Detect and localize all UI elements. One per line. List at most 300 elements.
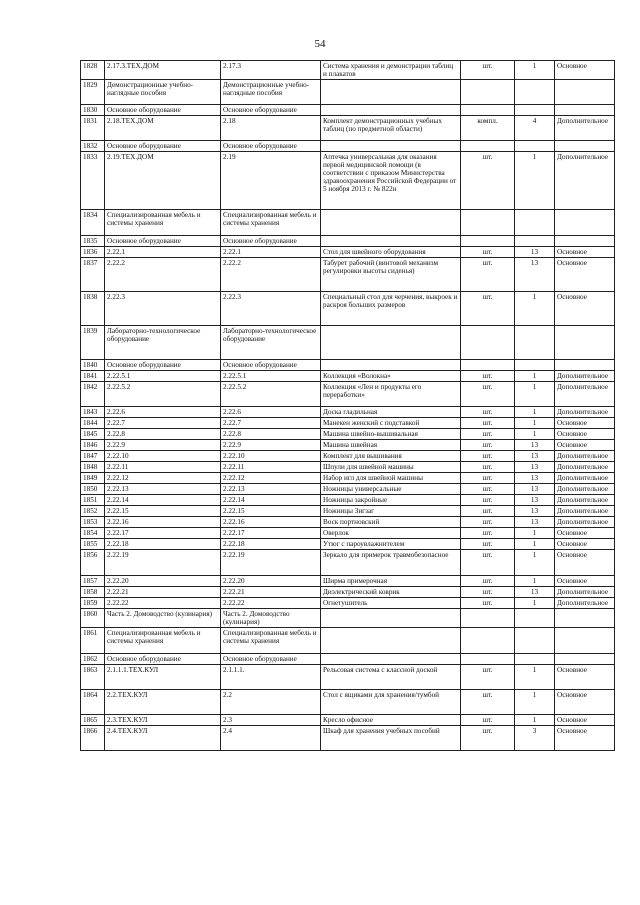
table-row xyxy=(81,429,615,440)
item-subcode-cell: Специализированная мебель и системы хранения xyxy=(221,628,321,654)
item-quantity-cell: 13 xyxy=(515,517,555,528)
row-number-cell: 1850 xyxy=(81,484,105,495)
item-quantity-cell: 1 xyxy=(515,429,555,440)
table-row xyxy=(81,576,615,587)
item-unit-cell: шт. xyxy=(461,152,515,210)
table-row xyxy=(81,152,615,210)
table-row xyxy=(81,495,615,506)
item-code-cell: Основное оборудование xyxy=(105,360,221,371)
item-unit-cell: шт. xyxy=(461,451,515,462)
item-code-cell: 2.17.3.ТЕХ.ДОМ xyxy=(105,61,221,80)
table-row xyxy=(81,451,615,462)
item-unit-cell: шт. xyxy=(461,576,515,587)
item-quantity-cell: 1 xyxy=(515,598,555,609)
item-name-cell: Табурет рабочий (винтовой механизм регулировки высоты сиденья) xyxy=(321,258,461,292)
item-subcode-cell: Основное оборудование xyxy=(221,654,321,665)
table-row xyxy=(81,628,615,654)
item-unit-cell: шт. xyxy=(461,587,515,598)
item-category-cell: Дополнительное xyxy=(555,382,615,407)
item-quantity-cell xyxy=(515,326,555,360)
row-number-cell: 1855 xyxy=(81,539,105,550)
row-number-cell: 1838 xyxy=(81,292,105,326)
table-row xyxy=(81,326,615,360)
item-quantity-cell: 1 xyxy=(515,576,555,587)
row-number-cell: 1849 xyxy=(81,473,105,484)
item-name-cell: Утюг с пароувлажнителем xyxy=(321,539,461,550)
item-subcode-cell: 2.22.20 xyxy=(221,576,321,587)
row-number-cell: 1863 xyxy=(81,665,105,690)
item-category-cell: Основное xyxy=(555,429,615,440)
item-name-cell: Рельсовая система с классной доской xyxy=(321,665,461,690)
item-quantity-cell: 1 xyxy=(515,407,555,418)
row-number-cell: 1836 xyxy=(81,247,105,258)
item-name-cell xyxy=(321,105,461,116)
item-unit-cell xyxy=(461,654,515,665)
item-code-cell: 2.22.15 xyxy=(105,506,221,517)
row-number-cell: 1828 xyxy=(81,61,105,80)
item-subcode-cell: 2.22.10 xyxy=(221,451,321,462)
item-code-cell: 2.4.ТЕХ.КУЛ xyxy=(105,726,221,751)
item-unit-cell xyxy=(461,609,515,628)
item-unit-cell: шт. xyxy=(461,495,515,506)
item-category-cell xyxy=(555,80,615,105)
item-subcode-cell: 2.18 xyxy=(221,116,321,141)
item-code-cell: Основное оборудование xyxy=(105,141,221,152)
item-category-cell: Основное xyxy=(555,292,615,326)
item-unit-cell: шт. xyxy=(461,550,515,576)
row-number-cell: 1859 xyxy=(81,598,105,609)
item-code-cell: 2.22.19 xyxy=(105,550,221,576)
table-row xyxy=(81,141,615,152)
row-number-cell: 1865 xyxy=(81,715,105,726)
item-category-cell: Дополнительное xyxy=(555,473,615,484)
item-name-cell xyxy=(321,654,461,665)
item-unit-cell xyxy=(461,326,515,360)
item-name-cell: Шпули для швейной машины xyxy=(321,462,461,473)
table-row xyxy=(81,210,615,236)
row-number-cell: 1834 xyxy=(81,210,105,236)
item-unit-cell: шт. xyxy=(461,429,515,440)
item-unit-cell: шт. xyxy=(461,258,515,292)
item-unit-cell xyxy=(461,80,515,105)
item-quantity-cell: 1 xyxy=(515,665,555,690)
item-name-cell: Ножницы закройные xyxy=(321,495,461,506)
table-body xyxy=(81,61,615,751)
row-number-cell: 1856 xyxy=(81,550,105,576)
item-subcode-cell: Основное оборудование xyxy=(221,236,321,247)
row-number-cell: 1851 xyxy=(81,495,105,506)
item-category-cell xyxy=(555,360,615,371)
item-code-cell: 2.22.14 xyxy=(105,495,221,506)
item-category-cell: Дополнительное xyxy=(555,517,615,528)
item-subcode-cell: 2.19 xyxy=(221,152,321,210)
item-quantity-cell: 1 xyxy=(515,528,555,539)
item-quantity-cell: 1 xyxy=(515,715,555,726)
table-row xyxy=(81,517,615,528)
item-unit-cell: шт. xyxy=(461,517,515,528)
item-quantity-cell: 13 xyxy=(515,247,555,258)
row-number-cell: 1837 xyxy=(81,258,105,292)
item-subcode-cell: 2.22.5.2 xyxy=(221,382,321,407)
row-number-cell: 1840 xyxy=(81,360,105,371)
item-subcode-cell: 2.22.21 xyxy=(221,587,321,598)
table-row xyxy=(81,292,615,326)
item-code-cell: 2.22.22 xyxy=(105,598,221,609)
item-quantity-cell: 1 xyxy=(515,61,555,80)
item-quantity-cell: 13 xyxy=(515,587,555,598)
table-row xyxy=(81,462,615,473)
item-subcode-cell: Специализированная мебель и системы хранения xyxy=(221,210,321,236)
item-name-cell: Комплект демонстрационных учебных таблиц (по предметной области) xyxy=(321,116,461,141)
item-quantity-cell xyxy=(515,360,555,371)
row-number-cell: 1839 xyxy=(81,326,105,360)
item-unit-cell: шт. xyxy=(461,726,515,751)
item-code-cell: 2.22.16 xyxy=(105,517,221,528)
item-quantity-cell: 13 xyxy=(515,258,555,292)
item-code-cell: 2.22.1 xyxy=(105,247,221,258)
item-code-cell: 2.22.7 xyxy=(105,418,221,429)
item-code-cell: 2.1.1.1.ТЕХ.КУЛ xyxy=(105,665,221,690)
item-subcode-cell: 2.22.22 xyxy=(221,598,321,609)
item-subcode-cell: 2.22.8 xyxy=(221,429,321,440)
item-category-cell: Дополнительное xyxy=(555,451,615,462)
row-number-cell: 1829 xyxy=(81,80,105,105)
item-code-cell: 2.22.5.2 xyxy=(105,382,221,407)
item-name-cell xyxy=(321,141,461,152)
item-unit-cell: шт. xyxy=(461,473,515,484)
item-name-cell: Машина швейная xyxy=(321,440,461,451)
table-row xyxy=(81,360,615,371)
item-quantity-cell xyxy=(515,141,555,152)
item-category-cell: Дополнительное xyxy=(555,371,615,382)
item-name-cell: Комплект для вышивания xyxy=(321,451,461,462)
row-number-cell: 1832 xyxy=(81,141,105,152)
row-number-cell: 1858 xyxy=(81,587,105,598)
item-category-cell: Дополнительное xyxy=(555,407,615,418)
item-category-cell xyxy=(555,628,615,654)
table-row xyxy=(81,247,615,258)
table-row xyxy=(81,528,615,539)
item-name-cell: Доска гладильная xyxy=(321,407,461,418)
table-row xyxy=(81,665,615,690)
item-quantity-cell xyxy=(515,654,555,665)
item-name-cell: Ножницы универсальные xyxy=(321,484,461,495)
table-row xyxy=(81,484,615,495)
item-unit-cell: шт. xyxy=(461,292,515,326)
item-quantity-cell: 1 xyxy=(515,371,555,382)
item-name-cell: Система хранения и демонстрации таблиц и плакатов xyxy=(321,61,461,80)
table-row xyxy=(81,473,615,484)
row-number-cell: 1831 xyxy=(81,116,105,141)
item-unit-cell: шт. xyxy=(461,407,515,418)
item-quantity-cell: 1 xyxy=(515,550,555,576)
item-code-cell: Специализированная мебель и системы хранения xyxy=(105,628,221,654)
row-number-cell: 1860 xyxy=(81,609,105,628)
item-subcode-cell: 2.3 xyxy=(221,715,321,726)
item-name-cell: Ножницы Зигзаг xyxy=(321,506,461,517)
item-name-cell: Стол с ящиками для хранения/тумбой xyxy=(321,690,461,715)
row-number-cell: 1853 xyxy=(81,517,105,528)
item-name-cell xyxy=(321,210,461,236)
item-subcode-cell: 2.2 xyxy=(221,690,321,715)
item-category-cell: Основное xyxy=(555,528,615,539)
page-number: 54 xyxy=(314,38,326,50)
item-name-cell: Шкаф для хранения учебных пособий xyxy=(321,726,461,751)
item-category-cell: Основное xyxy=(555,715,615,726)
item-code-cell: Основное оборудование xyxy=(105,654,221,665)
item-name-cell: Кресло офисное xyxy=(321,715,461,726)
table-row xyxy=(81,382,615,407)
item-name-cell xyxy=(321,360,461,371)
item-category-cell: Дополнительное xyxy=(555,506,615,517)
item-unit-cell: шт. xyxy=(461,61,515,80)
item-quantity-cell: 4 xyxy=(515,116,555,141)
item-subcode-cell: 2.22.3 xyxy=(221,292,321,326)
item-quantity-cell: 1 xyxy=(515,690,555,715)
item-subcode-cell: Часть 2. Домоводство (кулинария) xyxy=(221,609,321,628)
item-subcode-cell: 2.22.2 xyxy=(221,258,321,292)
item-category-cell xyxy=(555,105,615,116)
item-name-cell xyxy=(321,628,461,654)
table-row xyxy=(81,418,615,429)
item-code-cell: Специализированная мебель и системы хранения xyxy=(105,210,221,236)
item-category-cell: Дополнительное xyxy=(555,587,615,598)
row-number-cell: 1843 xyxy=(81,407,105,418)
item-name-cell: Манекен женский с подставкой xyxy=(321,418,461,429)
item-code-cell: 2.18.ТЕХ.ДОМ xyxy=(105,116,221,141)
item-name-cell: Специальный стол для черчения, выкроек и раскроя больших размеров xyxy=(321,292,461,326)
item-quantity-cell: 13 xyxy=(515,451,555,462)
item-category-cell: Дополнительное xyxy=(555,462,615,473)
item-quantity-cell: 13 xyxy=(515,473,555,484)
item-quantity-cell: 13 xyxy=(515,506,555,517)
row-number-cell: 1835 xyxy=(81,236,105,247)
item-category-cell: Основное xyxy=(555,576,615,587)
item-subcode-cell: 2.22.13 xyxy=(221,484,321,495)
item-name-cell xyxy=(321,236,461,247)
item-name-cell: Зеркало для примерок травмобезопасное xyxy=(321,550,461,576)
item-code-cell: Основное оборудование xyxy=(105,105,221,116)
item-unit-cell xyxy=(461,236,515,247)
row-number-cell: 1862 xyxy=(81,654,105,665)
item-category-cell xyxy=(555,326,615,360)
item-subcode-cell: 2.22.14 xyxy=(221,495,321,506)
item-code-cell: 2.3.ТЕХ.КУЛ xyxy=(105,715,221,726)
item-name-cell: Диэлектрический коврик xyxy=(321,587,461,598)
item-category-cell: Основное xyxy=(555,550,615,576)
item-unit-cell: шт. xyxy=(461,528,515,539)
item-unit-cell: шт. xyxy=(461,247,515,258)
item-unit-cell: шт. xyxy=(461,539,515,550)
row-number-cell: 1842 xyxy=(81,382,105,407)
item-subcode-cell: 2.22.15 xyxy=(221,506,321,517)
table-row xyxy=(81,236,615,247)
item-quantity-cell xyxy=(515,210,555,236)
item-subcode-cell: 2.22.1 xyxy=(221,247,321,258)
item-subcode-cell: Демонстрационные учебно-наглядные пособия xyxy=(221,80,321,105)
table-row xyxy=(81,105,615,116)
item-name-cell xyxy=(321,80,461,105)
item-quantity-cell: 1 xyxy=(515,418,555,429)
table-row xyxy=(81,440,615,451)
item-category-cell: Основное xyxy=(555,440,615,451)
item-name-cell: Коллекция «Лен и продукты его переработки» xyxy=(321,382,461,407)
item-code-cell: 2.22.3 xyxy=(105,292,221,326)
row-number-cell: 1861 xyxy=(81,628,105,654)
item-unit-cell xyxy=(461,360,515,371)
item-subcode-cell: 2.22.12 xyxy=(221,473,321,484)
item-category-cell: Основное xyxy=(555,690,615,715)
item-code-cell: 2.22.6 xyxy=(105,407,221,418)
item-category-cell: Основное xyxy=(555,726,615,751)
item-code-cell: 2.2.ТЕХ.КУЛ xyxy=(105,690,221,715)
item-code-cell: 2.22.20 xyxy=(105,576,221,587)
item-name-cell xyxy=(321,609,461,628)
table-row xyxy=(81,587,615,598)
item-code-cell: Основное оборудование xyxy=(105,236,221,247)
table-row xyxy=(81,371,615,382)
row-number-cell: 1848 xyxy=(81,462,105,473)
row-number-cell: 1833 xyxy=(81,152,105,210)
item-subcode-cell: 2.22.11 xyxy=(221,462,321,473)
item-category-cell: Основное xyxy=(555,247,615,258)
item-quantity-cell: 13 xyxy=(515,484,555,495)
item-subcode-cell: Основное оборудование xyxy=(221,141,321,152)
table-row xyxy=(81,61,615,80)
table-row xyxy=(81,609,615,628)
item-code-cell: 2.22.18 xyxy=(105,539,221,550)
item-name-cell: Набор игл для швейной машины xyxy=(321,473,461,484)
table-row xyxy=(81,654,615,665)
item-unit-cell: компл. xyxy=(461,116,515,141)
row-number-cell: 1864 xyxy=(81,690,105,715)
item-unit-cell: шт. xyxy=(461,506,515,517)
item-subcode-cell: Основное оборудование xyxy=(221,360,321,371)
item-category-cell xyxy=(555,141,615,152)
item-subcode-cell: 2.22.9 xyxy=(221,440,321,451)
item-unit-cell: шт. xyxy=(461,418,515,429)
item-quantity-cell: 13 xyxy=(515,462,555,473)
item-unit-cell: шт. xyxy=(461,462,515,473)
item-name-cell: Воск портновский xyxy=(321,517,461,528)
row-number-cell: 1847 xyxy=(81,451,105,462)
item-code-cell: 2.22.21 xyxy=(105,587,221,598)
item-subcode-cell: 2.22.18 xyxy=(221,539,321,550)
row-number-cell: 1857 xyxy=(81,576,105,587)
item-code-cell: 2.22.10 xyxy=(105,451,221,462)
item-name-cell xyxy=(321,326,461,360)
table-row xyxy=(81,539,615,550)
item-code-cell: 2.22.9 xyxy=(105,440,221,451)
item-subcode-cell: 2.1.1.1. xyxy=(221,665,321,690)
row-number-cell: 1830 xyxy=(81,105,105,116)
item-name-cell: Огнетушитель xyxy=(321,598,461,609)
row-number-cell: 1844 xyxy=(81,418,105,429)
row-number-cell: 1846 xyxy=(81,440,105,451)
item-quantity-cell: 1 xyxy=(515,382,555,407)
item-code-cell: 2.22.13 xyxy=(105,484,221,495)
item-category-cell xyxy=(555,609,615,628)
table-row xyxy=(81,715,615,726)
item-quantity-cell xyxy=(515,105,555,116)
item-category-cell: Дополнительное xyxy=(555,152,615,210)
item-code-cell: Часть 2. Домоводство (кулинария) xyxy=(105,609,221,628)
item-category-cell: Основное xyxy=(555,418,615,429)
item-unit-cell: шт. xyxy=(461,440,515,451)
table-row xyxy=(81,506,615,517)
item-category-cell: Основное xyxy=(555,665,615,690)
item-code-cell: 2.22.5.1 xyxy=(105,371,221,382)
item-subcode-cell: 2.22.7 xyxy=(221,418,321,429)
item-subcode-cell: Лабораторно-технологическое оборудование xyxy=(221,326,321,360)
item-unit-cell: шт. xyxy=(461,371,515,382)
row-number-cell: 1866 xyxy=(81,726,105,751)
table-row xyxy=(81,258,615,292)
item-subcode-cell: 2.22.6 xyxy=(221,407,321,418)
table-row xyxy=(81,598,615,609)
item-code-cell: 2.22.17 xyxy=(105,528,221,539)
table-row xyxy=(81,550,615,576)
item-name-cell: Аптечка универсальная для оказания первой медицинской помощи (в соответствии с приказом Министерства здравоохранения Российской Федерации от 5 ноября 2013 г. № 822н xyxy=(321,152,461,210)
item-subcode-cell: 2.4 xyxy=(221,726,321,751)
row-number-cell: 1841 xyxy=(81,371,105,382)
item-code-cell: 2.22.8 xyxy=(105,429,221,440)
row-number-cell: 1852 xyxy=(81,506,105,517)
item-quantity-cell: 3 xyxy=(515,726,555,751)
item-quantity-cell: 1 xyxy=(515,292,555,326)
item-category-cell: Дополнительное xyxy=(555,116,615,141)
item-unit-cell: шт. xyxy=(461,484,515,495)
table-row xyxy=(81,116,615,141)
item-name-cell: Ширма примерочная xyxy=(321,576,461,587)
item-category-cell: Дополнительное xyxy=(555,484,615,495)
item-quantity-cell: 13 xyxy=(515,440,555,451)
item-unit-cell xyxy=(461,105,515,116)
item-category-cell xyxy=(555,654,615,665)
row-number-cell: 1854 xyxy=(81,528,105,539)
item-name-cell: Оверлок xyxy=(321,528,461,539)
table-row xyxy=(81,690,615,715)
item-code-cell: Демонстрационные учебно-наглядные пособия xyxy=(105,80,221,105)
item-category-cell: Основное xyxy=(555,539,615,550)
item-category-cell: Дополнительное xyxy=(555,598,615,609)
item-unit-cell: шт. xyxy=(461,665,515,690)
equipment-table xyxy=(80,60,615,751)
item-code-cell: Лабораторно-технологическое оборудование xyxy=(105,326,221,360)
item-unit-cell: шт. xyxy=(461,382,515,407)
item-quantity-cell xyxy=(515,236,555,247)
item-subcode-cell: Основное оборудование xyxy=(221,105,321,116)
item-subcode-cell: 2.17.3 xyxy=(221,61,321,80)
item-quantity-cell xyxy=(515,609,555,628)
item-category-cell: Основное xyxy=(555,61,615,80)
item-code-cell: 2.19.ТЕХ.ДОМ xyxy=(105,152,221,210)
item-subcode-cell: 2.22.17 xyxy=(221,528,321,539)
table-row xyxy=(81,80,615,105)
item-subcode-cell: 2.22.16 xyxy=(221,517,321,528)
item-code-cell: 2.22.11 xyxy=(105,462,221,473)
item-quantity-cell: 1 xyxy=(515,539,555,550)
item-category-cell xyxy=(555,236,615,247)
item-quantity-cell: 1 xyxy=(515,152,555,210)
item-name-cell: Машина швейно-вышивальная xyxy=(321,429,461,440)
table-row xyxy=(81,407,615,418)
item-quantity-cell: 13 xyxy=(515,495,555,506)
item-unit-cell: шт. xyxy=(461,598,515,609)
item-unit-cell xyxy=(461,628,515,654)
item-quantity-cell xyxy=(515,628,555,654)
item-unit-cell xyxy=(461,141,515,152)
